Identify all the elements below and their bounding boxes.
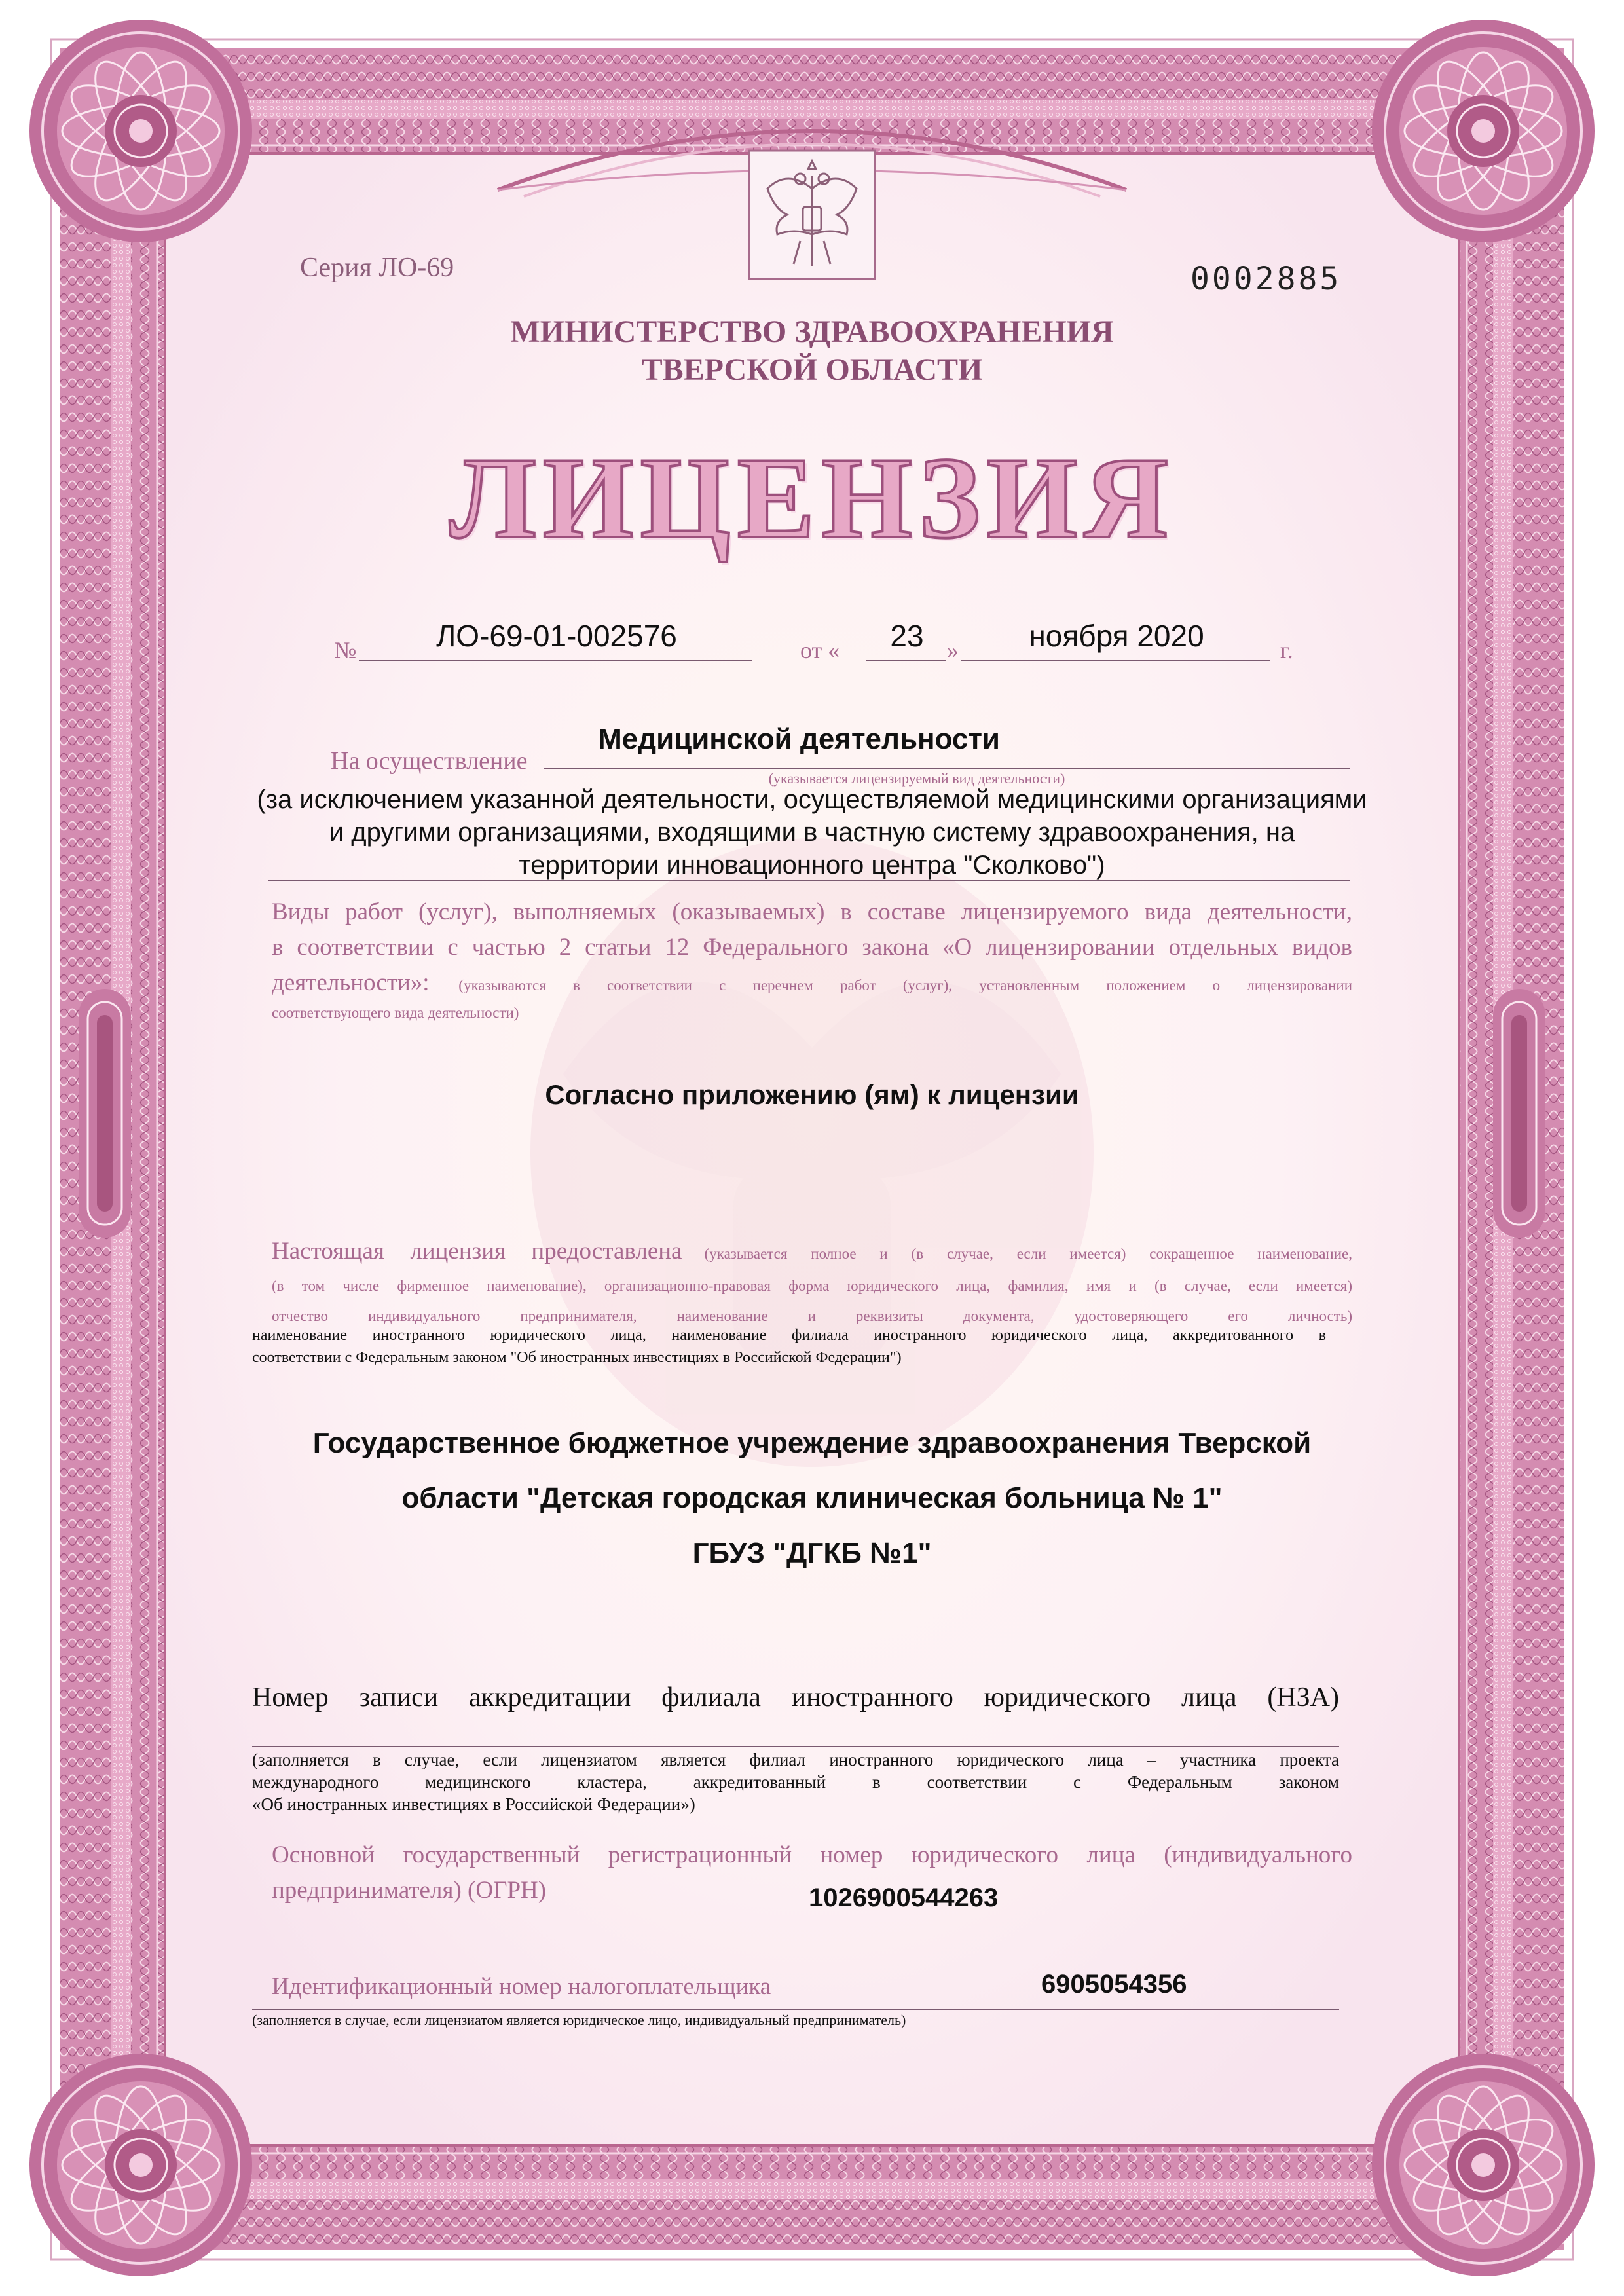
coat-of-arms-icon [748, 149, 876, 280]
ogrn-line-1: Основной государственный регистрационный номер юридического лица (индивидуального [272, 1842, 1352, 1868]
organization-short-name: ГБУЗ "ДГКБ №1" [692, 1537, 932, 1569]
nza-note-line-1: (заполняется в случае, если лицензиатом является филиал иностранного юридического лица – участника проекта [252, 1750, 1339, 1769]
granted-extra [252, 1324, 1326, 1369]
document-title: ЛИЦЕНЗИЯ [449, 433, 1175, 563]
activity-value: Медицинской деятельности [598, 723, 1000, 755]
nza-note [252, 1749, 1339, 1815]
activity-detail [216, 783, 1408, 881]
nza-underline [252, 1746, 1339, 1747]
activity-detail-line-3: территории инновационного центра "Сколково") [519, 851, 1105, 880]
inn-underline [252, 2009, 1339, 2010]
granted-line-4: наименование иностранного юридического лица, наименование филиала иностранного юридического лица, аккредитованного в [252, 1327, 1326, 1344]
activity-detail-line-2: и другими организациями, входящими в частную систему здравоохранения, на [329, 818, 1295, 847]
license-number-underline [359, 660, 752, 661]
inn-value: 6905054356 [1041, 1970, 1187, 1999]
activity-detail-underline [268, 880, 1350, 881]
activity-detail-line-1: (за исключением указанной деятельности, осуществляемой медицинскими организациями [257, 785, 1367, 814]
date-from-label: от « [800, 637, 840, 663]
year-suffix: г. [1280, 637, 1293, 663]
granted-line-3: отчество индивидуального предпринимателя, наименование и реквизиты документа, удостоверяющего его личность) [272, 1308, 1352, 1324]
ogrn-value: 1026900544263 [809, 1883, 999, 1912]
organization-name [216, 1416, 1408, 1581]
granted-line-1-small: (указывается полное и (в случае, если имеется) сокращенное наименование, [704, 1246, 1353, 1262]
granted-line-1 [272, 1236, 1352, 1271]
license-day-underline [866, 660, 946, 661]
works-text [272, 895, 1352, 1023]
license-month-underline [961, 660, 1270, 661]
date-quote-close: » [947, 637, 959, 663]
works-line-1: Виды работ (услуг), выполняемых (оказываемых) в составе лицензируемого вида деятельности, [272, 898, 1352, 925]
blank-number: 0002885 [1190, 261, 1342, 297]
works-line-4: соответствующего вида деятельности) [272, 1005, 519, 1021]
activity-hint: (указывается лицензируемый вид деятельности) [768, 770, 1065, 787]
organization-line-2: области "Детская городская клиническая больница № 1" [401, 1482, 1223, 1514]
works-line-3-small: (указываются в соответствии с перечнем работ (услуг), установленным положением о лицензировании [458, 977, 1352, 993]
works-line-2: в соответствии с частью 2 статьи 12 Федерального закона «О лицензировании отдельных видов [272, 934, 1352, 961]
ogrn-line-2: предпринимателя) (ОГРН) [272, 1877, 547, 1904]
inn-label: Идентификационный номер налогоплательщика [272, 1973, 771, 2000]
organization-line-1: Государственное бюджетное учреждение здравоохранения Тверской [312, 1427, 1312, 1459]
ministry-line-1: МИНИСТЕРСТВО ЗДРАВООХРАНЕНИЯ [510, 314, 1114, 349]
ministry-line-2: ТВЕРСКОЙ ОБЛАСТИ [641, 352, 983, 387]
license-day: 23 [890, 619, 924, 653]
granted-line-2: (в том числе фирменное наименование), организационно-правовая форма юридического лица, фамилия, имя и (в случае, если имеется) [272, 1278, 1352, 1294]
series-label: Серия ЛО-69 [300, 253, 454, 283]
granted-text [272, 1236, 1352, 1331]
activity-label: На осуществление [331, 747, 528, 775]
works-value: Согласно приложению (ям) к лицензии [545, 1079, 1079, 1110]
granted-line-1-main: Настоящая лицензия предоставлена [272, 1238, 682, 1265]
nza-note-line-3: «Об иностранных инвестициях в Российской Федерации») [252, 1794, 695, 1814]
number-sign: № [334, 637, 357, 663]
works-line-3 [272, 965, 1352, 1003]
license-number: ЛО-69-01-002576 [436, 619, 677, 653]
ministry-name [419, 313, 1205, 389]
license-month-year: ноября 2020 [1029, 619, 1204, 653]
granted-line-5: соответствии с Федеральным законом "Об иностранных инвестициях в Российской Федерации") [252, 1349, 902, 1366]
nza-note-line-2: международного медицинского кластера, аккредитованный в соответствии с Федеральным законом [252, 1772, 1339, 1792]
activity-underline [544, 768, 1350, 769]
works-line-3-main: деятельности»: [272, 969, 430, 996]
inn-note: (заполняется в случае, если лицензиатом является юридическое лицо, индивидуальный предприниматель) [252, 2012, 906, 2028]
nza-label: Номер записи аккредитации филиала иностранного юридического лица (НЗА) [252, 1682, 1339, 1713]
